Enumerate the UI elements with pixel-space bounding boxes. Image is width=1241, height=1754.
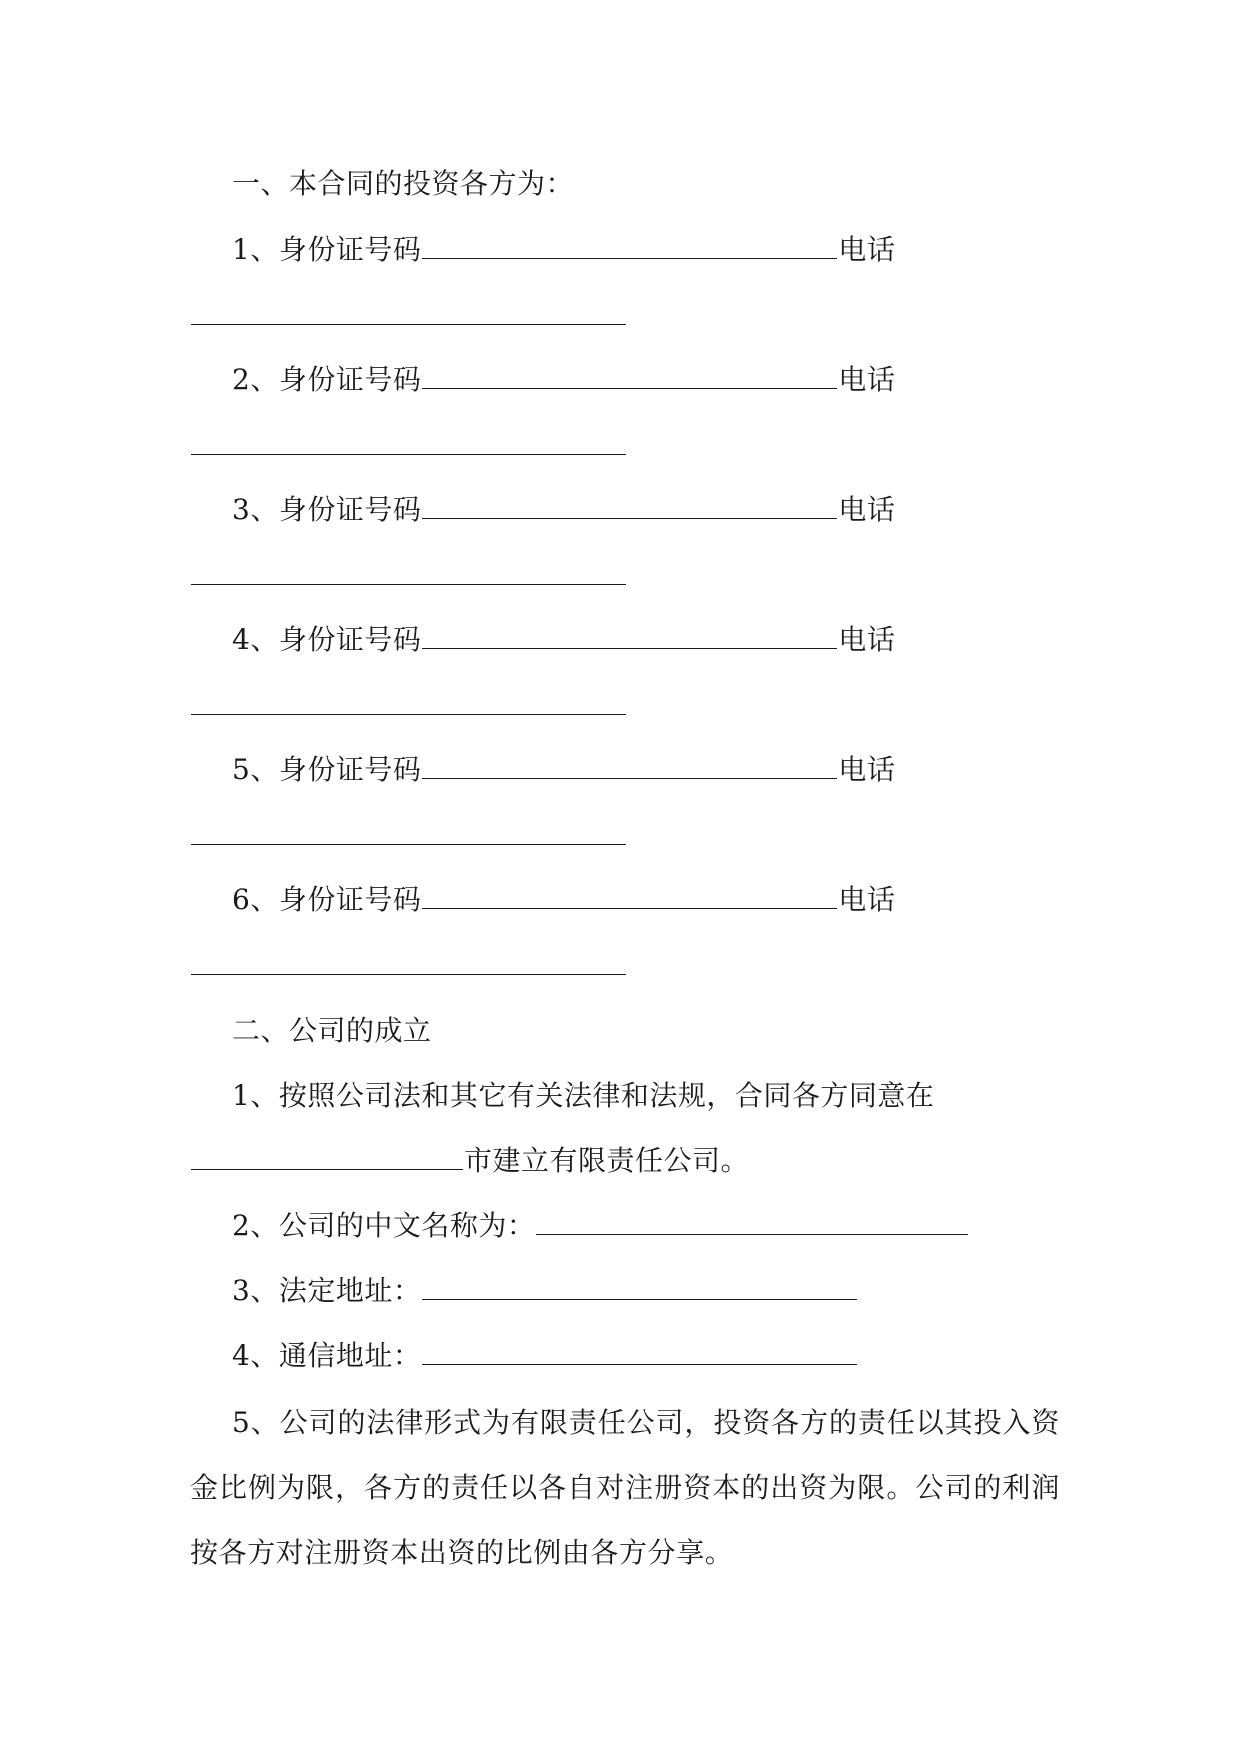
city-blank[interactable] [191,1145,463,1170]
phone-label: 电话 [838,493,896,526]
section2-item1-line2 [190,1143,749,1179]
id-label: 身份证号码 [278,233,422,266]
id-number-blank[interactable] [422,754,837,779]
investor-number: 2、 [232,363,279,396]
phone-line-1 [190,298,627,334]
section2-item2 [232,1208,969,1244]
investor-row-5 [232,752,895,788]
id-number-blank[interactable] [422,234,837,259]
investor-number: 5、 [232,753,279,786]
id-label: 身份证号码 [278,753,422,786]
phone-line-2 [190,428,627,464]
section1-heading: 一、本合同的投资各方为： [232,167,575,200]
section2-item3 [232,1273,858,1309]
phone-line-3 [190,558,627,594]
id-label: 身份证号码 [278,363,422,396]
mailing-address-label: 4、通信地址： [232,1339,422,1372]
investor-row-4 [232,622,895,658]
section2-item4 [232,1338,858,1374]
phone-label: 电话 [838,363,896,396]
company-name-label: 2、公司的中文名称为： [232,1209,536,1242]
id-number-blank[interactable] [422,364,837,389]
phone-blank[interactable] [191,300,626,325]
id-number-blank[interactable] [422,624,837,649]
investor-row-6 [232,882,895,918]
legal-address-label: 3、法定地址： [232,1274,422,1307]
phone-label: 电话 [838,623,896,656]
id-label: 身份证号码 [278,493,422,526]
investor-number: 6、 [232,883,279,916]
mailing-address-blank[interactable] [422,1340,857,1365]
investor-number: 4、 [232,623,279,656]
id-number-blank[interactable] [422,884,837,909]
id-number-blank[interactable] [422,494,837,519]
phone-blank[interactable] [191,690,626,715]
investor-row-2 [232,362,895,398]
phone-blank[interactable] [191,560,626,585]
investor-row-3 [232,492,895,528]
section2-item5-paragraph: 5、公司的法律形式为有限责任公司，投资各方的责任以其投入资金比例为限，各方的责任以各自对注册资本的出资为限。公司的利润按各方对注册资本出资的比例由各方分享。 [190,1406,1060,1569]
phone-label: 电话 [838,883,896,916]
investor-number: 1、 [232,233,279,266]
legal-address-blank[interactable] [422,1275,857,1300]
investor-number: 3、 [232,493,279,526]
city-suffix: 市建立有限责任公司。 [464,1144,750,1177]
section2-item1-line1: 1、按照公司法和其它有关法律和法规，合同各方同意在 [232,1079,935,1112]
phone-blank[interactable] [191,950,626,975]
investor-row-1 [232,232,895,268]
id-label: 身份证号码 [278,623,422,656]
phone-blank[interactable] [191,430,626,455]
id-label: 身份证号码 [278,883,422,916]
phone-label: 电话 [838,753,896,786]
phone-line-4 [190,688,627,724]
phone-label: 电话 [838,233,896,266]
phone-blank[interactable] [191,820,626,845]
section2-heading: 二、公司的成立 [232,1014,432,1047]
phone-line-6 [190,948,627,984]
phone-line-5 [190,818,627,854]
company-name-blank[interactable] [536,1210,968,1235]
